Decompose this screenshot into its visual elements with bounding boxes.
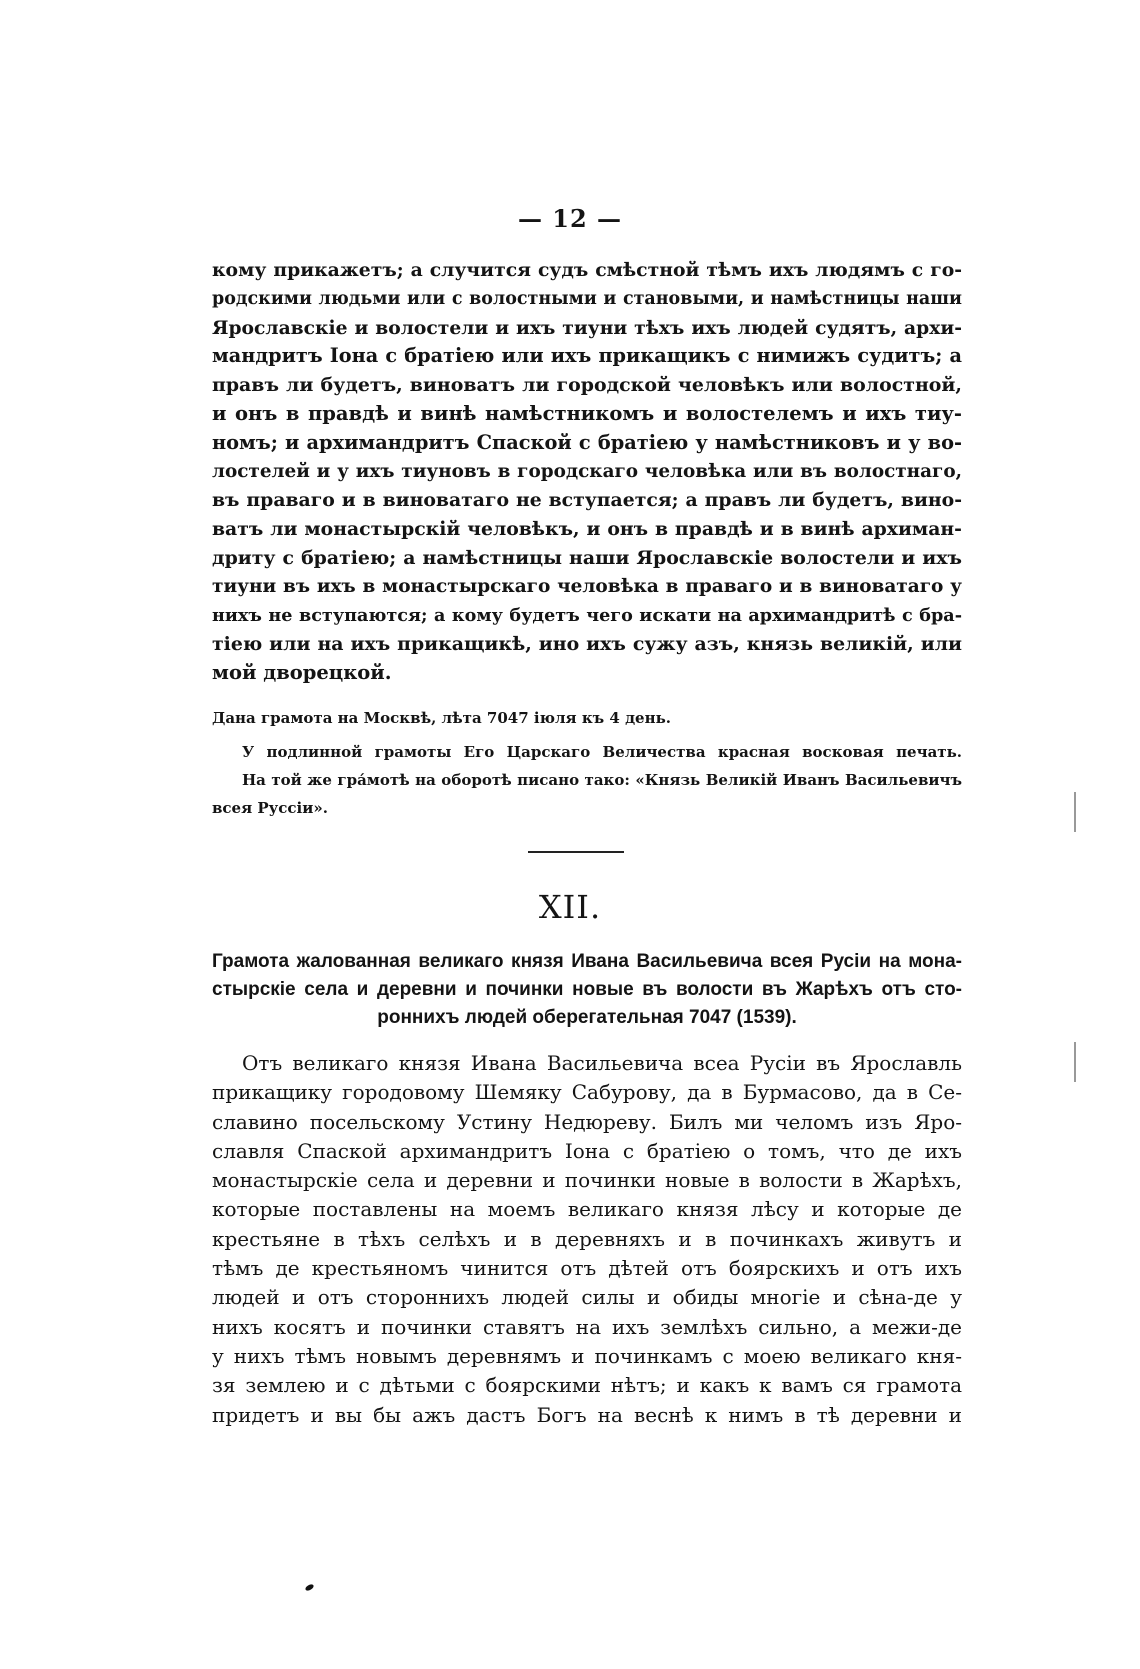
heading-line: стырскіе села и деревни и починки новые въ волости въ Жарѣхъ отъ сто- — [212, 979, 962, 1000]
text-line: славино посельскому Устину Недюреву. Билъ ми челомъ изъ Яро- — [212, 1109, 962, 1134]
text-line: дриту с братіею; а намѣстницы наши Ярославскіе волостели и ихъ — [212, 546, 962, 569]
text-line: зя землею и с дѣтьми с боярскими нѣтъ; и какъ к вамъ ся грамота — [212, 1373, 962, 1398]
text-line: въ праваго и в виноватаго не вступается; а правъ ли будетъ, вино- — [212, 489, 962, 512]
text-line: нихъ косятъ и починки ставятъ на ихъ землѣхъ сильно, а межи-де — [212, 1314, 962, 1339]
text-line: мандритъ Іона с братіею или ихъ прикащикъ с нимижъ судитъ; а — [212, 344, 962, 368]
text-line: славля Спаской архимандритъ Іона с братіею о томъ, что де ихъ — [212, 1138, 962, 1163]
text-line: Ярославскіе и волостели и ихъ тиуни тѣхъ ихъ людей судятъ, архи- — [212, 316, 962, 339]
charter-notes — [212, 738, 962, 822]
text-line: прикащику городовому Шемяку Сабурову, да в Бурмасово, да в Се- — [212, 1080, 962, 1105]
text-line: придетъ и вы бы ажъ дастъ Богъ на веснѣ к нимъ в тѣ деревни и — [212, 1402, 962, 1427]
text-line: ватъ ли монастырскій человѣкъ, и онъ в правдѣ и в винѣ архиман- — [212, 518, 962, 541]
page-number: — 12 — — [517, 204, 623, 233]
text-line: людей и отъ стороннихъ людей силы и обиды многіе и сѣна-де у — [212, 1285, 962, 1310]
text-line: номъ; и архимандритъ Спаской с братіею у намѣстниковъ и у во- — [212, 430, 962, 454]
text-line: и онъ в правдѣ и винѣ намѣстникомъ и волостелемъ и ихъ тиу- — [212, 401, 962, 425]
text-line: тиуни въ ихъ в монастырскаго человѣка в праваго и в виноватаго у — [212, 575, 962, 597]
section-divider — [528, 851, 624, 853]
date-text: Дана грамота на Москвѣ, лѣта 7047 іюля къ 4 день. — [212, 709, 671, 727]
text-line: кому прикажетъ; а случится судъ смѣстной тѣмъ ихъ людямъ с го- — [212, 259, 962, 281]
date-line — [212, 708, 962, 728]
text-line: Отъ великаго князя Ивана Васильевича всеа Русіи въ Ярославль — [242, 1051, 962, 1075]
section-number: XII. — [538, 888, 602, 926]
reverse-note: На той же гра́мотѣ на оборотѣ писано тако: «Князь Великій Иванъ Васильевичъ — [242, 771, 962, 789]
text-line: у нихъ тѣмъ новымъ деревнямъ и починкамъ с моею великаго кня- — [212, 1343, 962, 1368]
text-line: тѣмъ де крестьяномъ чинится отъ дѣтей отъ боярскихъ и отъ ихъ — [212, 1256, 962, 1281]
ink-speck — [304, 1583, 314, 1592]
charter-heading — [212, 948, 962, 1032]
text-line: нихъ не вступаются; а кому будетъ чего искати на архимандритѣ с бра- — [212, 604, 962, 626]
text-line: крестьяне в тѣхъ селѣхъ и в деревняхъ и в починкахъ живутъ и — [212, 1226, 962, 1251]
heading-line: Грамота жалованная великаго князя Ивана Васильевича всея Русіи на мона- — [212, 951, 962, 972]
scan-edge-mark — [1074, 1042, 1076, 1082]
text-line: родскими людьми или с волостными и становыми, и намѣстницы наши — [212, 288, 962, 309]
text-line: монастырскіе села и деревни и починки новые в волости в Жарѣхъ, — [212, 1168, 962, 1193]
scan-edge-mark — [1074, 792, 1076, 832]
text-line: которые поставлены на моемъ великаго князя лѣсу и которые де — [212, 1197, 962, 1222]
seal-note: У подлинной грамоты Его Царскаго Величества красная восковая печать. — [242, 743, 962, 761]
text-line: лостелей и у ихъ тиуновъ в городскаго человѣка или въ волостнаго, — [212, 460, 962, 482]
continued-charter-text — [212, 256, 962, 688]
text-line: правъ ли будетъ, виноватъ ли городской человѣкъ или волостной, — [212, 374, 962, 397]
text-line: тіею или на ихъ прикащикѣ, ино ихъ сужу азъ, князь великій, или — [212, 633, 962, 656]
reverse-note-continued: всея Руссіи». — [212, 799, 328, 817]
heading-line: роннихъ людей оберегательная 7047 (1539). — [377, 1007, 797, 1028]
charter-body-text — [212, 1049, 962, 1430]
text-line: мой дворецкой. — [212, 661, 392, 685]
